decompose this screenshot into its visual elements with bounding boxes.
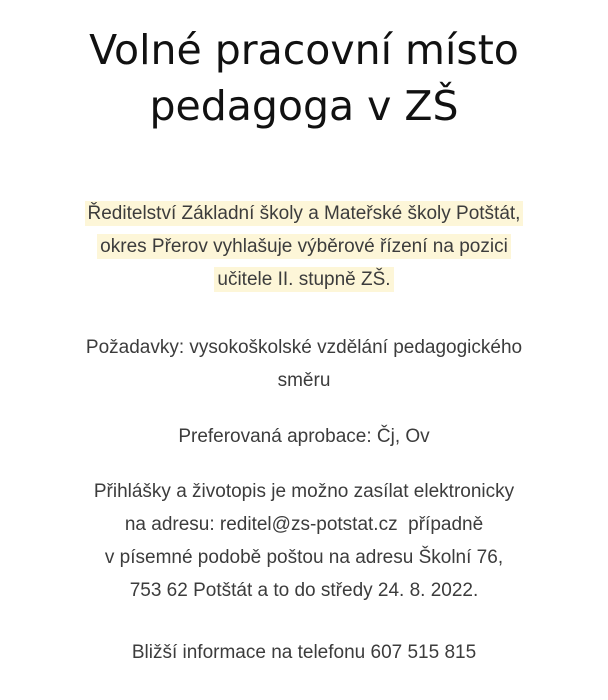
- preferred-line: Preferovaná aprobace: Čj, Ov: [178, 426, 430, 447]
- requirements-paragraph: [0, 331, 608, 397]
- preferred-qualification: [0, 420, 608, 453]
- intro-line-1: Ředitelství Základní školy a Mateřské školy Potštát,: [85, 201, 524, 226]
- contact-line-1: Přihlášky a životopis je možno zasílat elektronicky: [93, 481, 515, 502]
- intro-line-2: okres Přerov vyhlašuje výběrové řízení na pozici: [97, 234, 511, 259]
- page-title: [0, 22, 608, 134]
- title-line-2: pedagoga v ZŠ: [149, 82, 459, 130]
- phone-line: Bližší informace na telefonu 607 515 815: [131, 642, 477, 663]
- contact-line-4: 753 62 Potštát a to do středy 24. 8. 2022.: [129, 580, 479, 601]
- phone-info: [0, 636, 608, 669]
- contact-line-3: v písemné podobě poštou na adresu Školní 76,: [104, 547, 504, 568]
- contact-line-2: na adresu: reditel@zs-potstat.cz případně: [124, 514, 484, 535]
- requirements-line-2: směru: [277, 370, 331, 391]
- application-instructions: [0, 475, 608, 607]
- intro-paragraph: [0, 197, 608, 296]
- requirements-line-1: Požadavky: vysokoškolské vzdělání pedagogického: [85, 337, 523, 358]
- intro-line-3: učitele II. stupně ZŠ.: [214, 267, 393, 292]
- title-line-1: Volné pracovní místo: [89, 26, 519, 74]
